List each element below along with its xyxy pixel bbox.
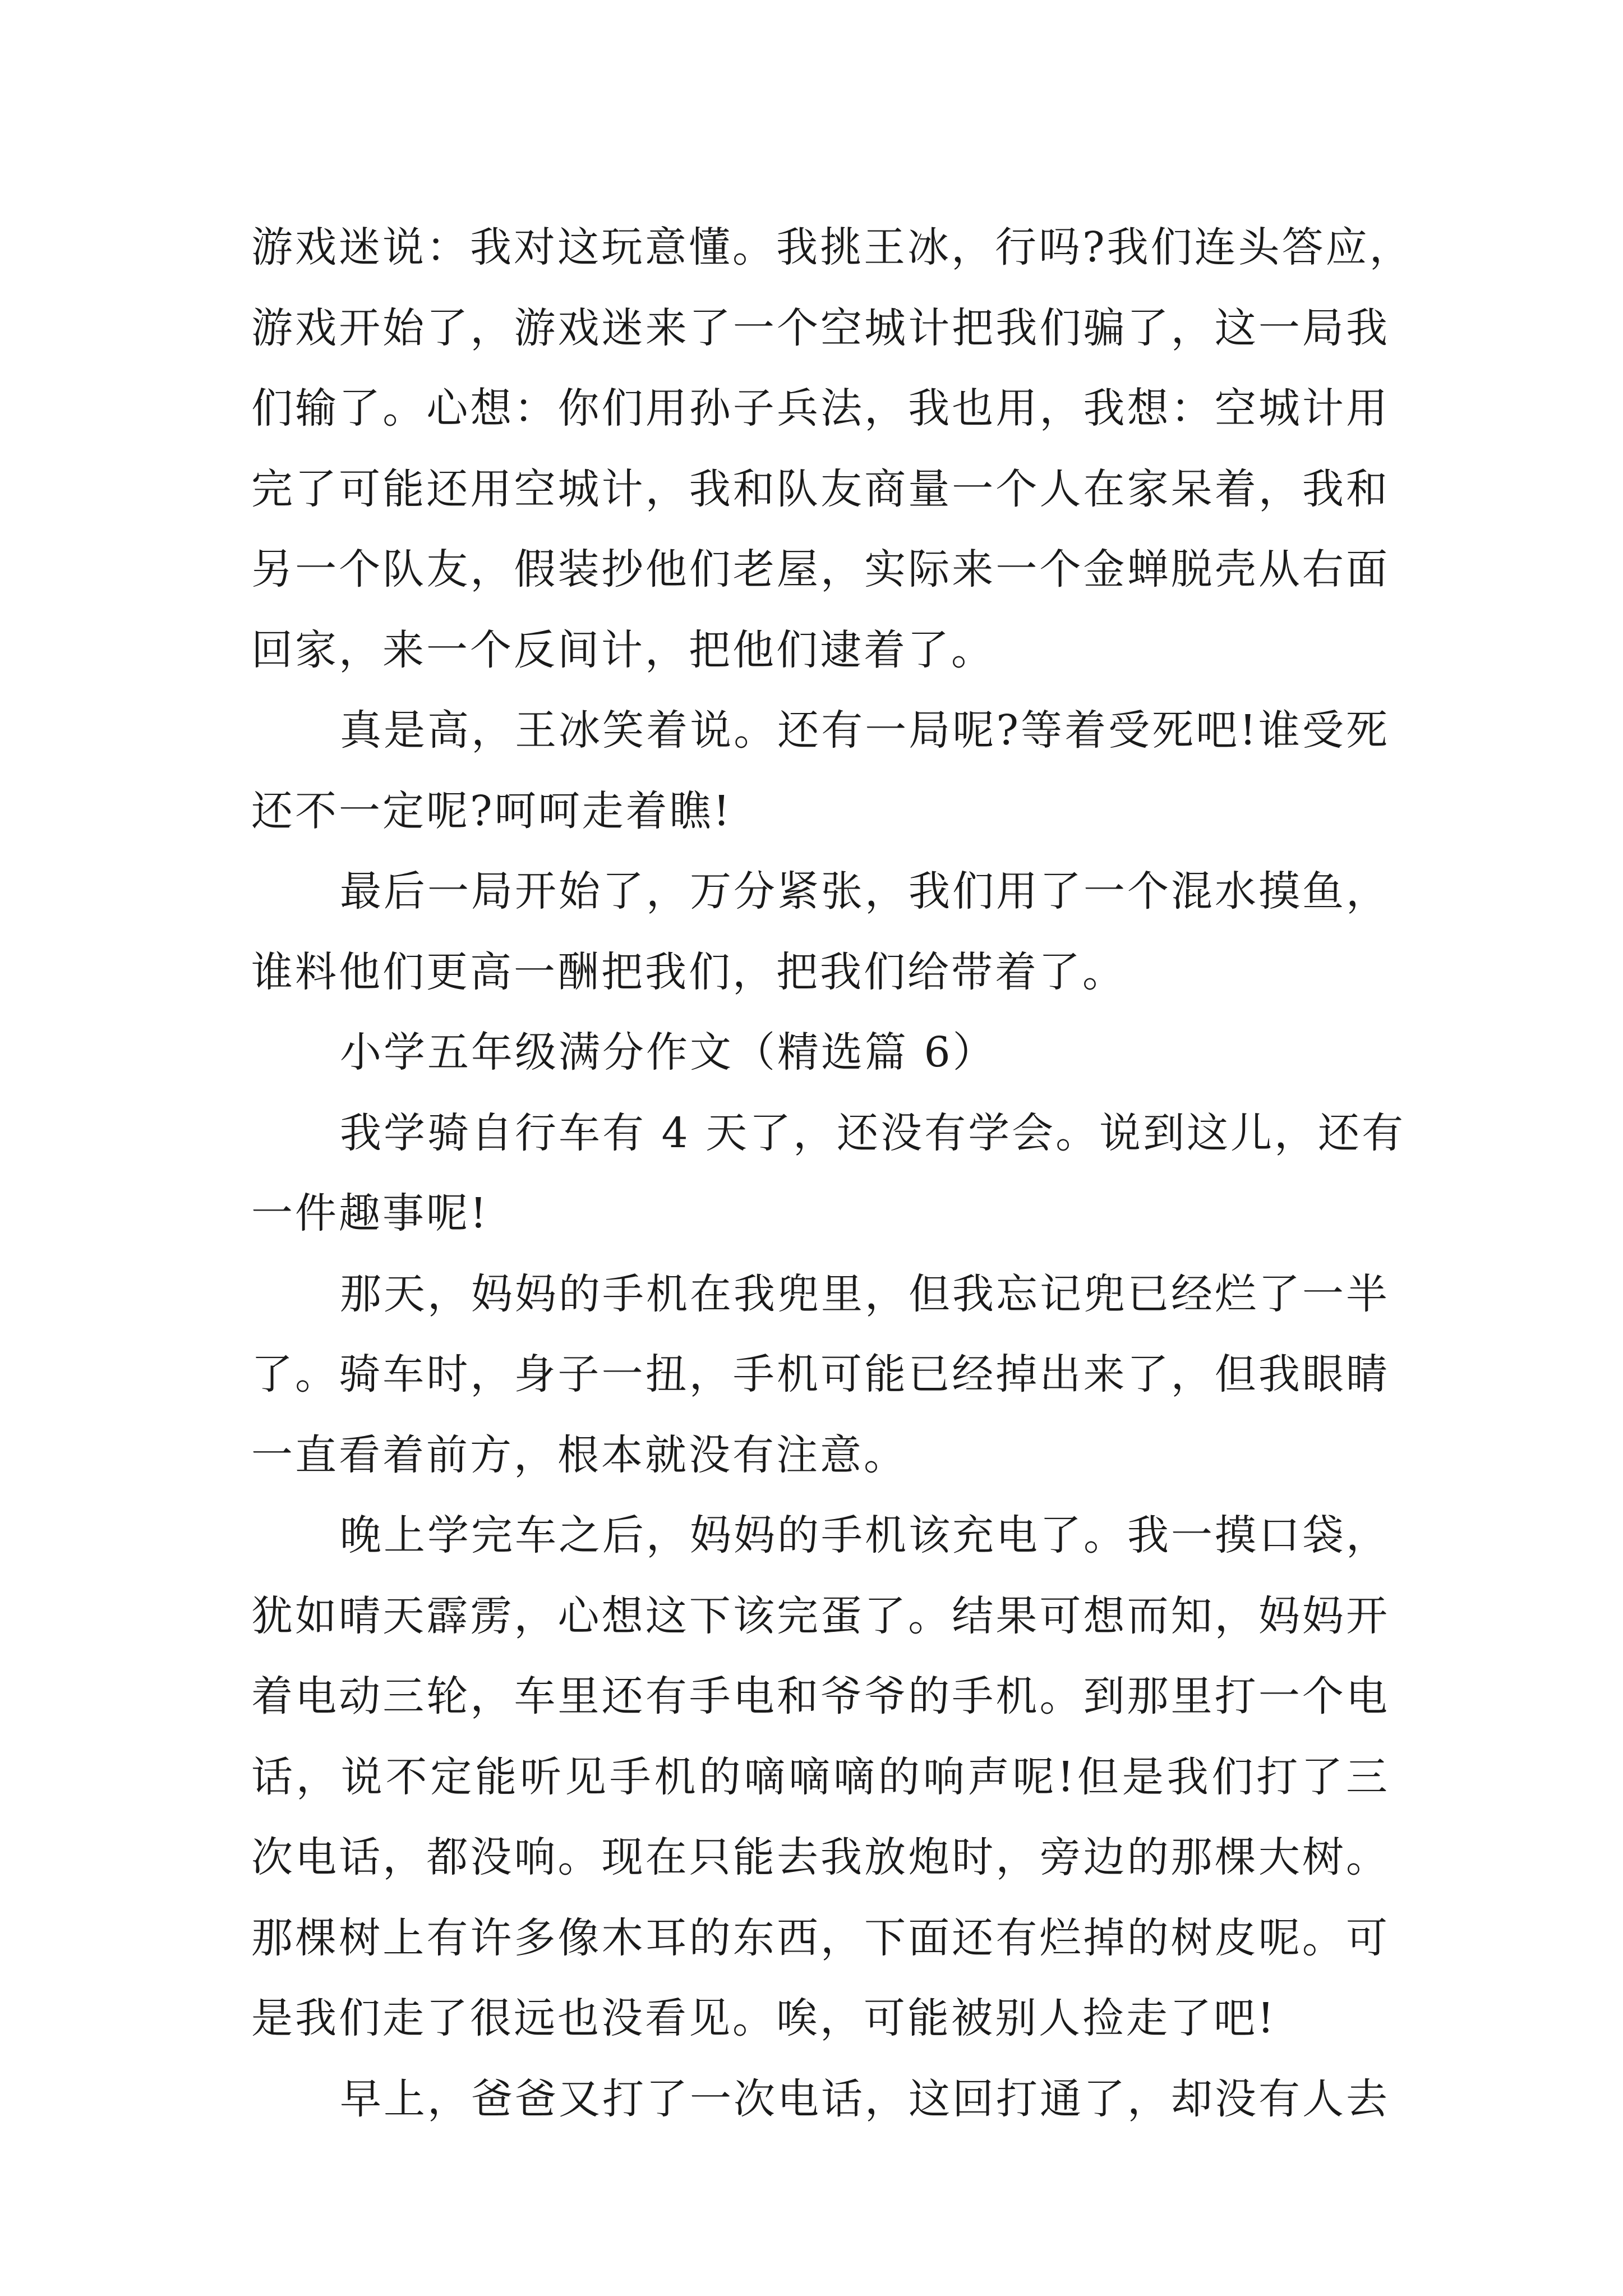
text-line: 一直看着前方，根本就没有注意。: [251, 1430, 907, 1479]
article-body: [251, 208, 1413, 2139]
paragraph-first-line: 早上，爸爸又打了一次电话，这回打通了，却没有人去: [340, 2074, 1390, 2123]
text-line: 们输了。心想：你们用孙子兵法，我也用，我想：空城计用: [251, 384, 1390, 432]
text-line: 游戏开始了，游戏迷来了一个空城计把我们骗了，这一局我: [251, 303, 1390, 352]
paragraph-first-line: 晚上学完车之后，妈妈的手机该充电了。我一摸口袋，: [340, 1511, 1390, 1559]
text-line: 着电动三轮，车里还有手电和爷爷的手机。到那里打一个电: [251, 1672, 1390, 1720]
section-heading: 小学五年级满分作文（精选篇 6）: [340, 1028, 997, 1076]
text-line: 游戏迷说：我对这玩意懂。我挑王冰，行吗?我们连头答应，: [251, 223, 1413, 272]
paragraph-first-line: 最后一局开始了，万分紧张，我们用了一个混水摸鱼，: [340, 867, 1390, 915]
paragraph-first-line: 我学骑自行车有 4 天了，还没有学会。说到这儿，还有: [340, 1108, 1406, 1157]
text-line: 犹如晴天霹雳，心想这下该完蛋了。结果可想而知，妈妈开: [251, 1591, 1390, 1640]
text-line: 回家，来一个反间计，把他们逮着了。: [251, 625, 995, 674]
text-line: 是我们走了很远也没看见。唉，可能被别人捡走了吧!: [251, 1994, 1276, 2042]
text-line: 谁料他们更高一酬把我们，把我们给带着了。: [251, 947, 1126, 996]
text-line: 了。骑车时，身子一扭，手机可能已经掉出来了，但我眼睛: [251, 1350, 1390, 1398]
text-line: 那棵树上有许多像木耳的东西，下面还有烂掉的树皮呢。可: [251, 1913, 1390, 1962]
paragraph-first-line: 那天，妈妈的手机在我兜里，但我忘记兜已经烂了一半: [340, 1269, 1390, 1318]
text-line: 话，说不定能听见手机的嘀嘀嘀的响声呢!但是我们打了三: [251, 1752, 1390, 1801]
text-line: 次电话，都没响。现在只能去我放炮时，旁边的那棵大树。: [251, 1833, 1390, 1881]
text-line: 还不一定呢?呵呵走着瞧!: [251, 786, 732, 835]
paragraph-first-line: 真是高，王冰笑着说。还有一局呢?等着受死吧!谁受死: [340, 706, 1390, 754]
text-line: 另一个队友，假装抄他们老屋，实际来一个金蝉脱壳从右面: [251, 545, 1390, 593]
text-line: 完了可能还用空城计，我和队友商量一个人在家呆着，我和: [251, 464, 1390, 513]
text-line: 一件趣事呢!: [251, 1189, 489, 1237]
